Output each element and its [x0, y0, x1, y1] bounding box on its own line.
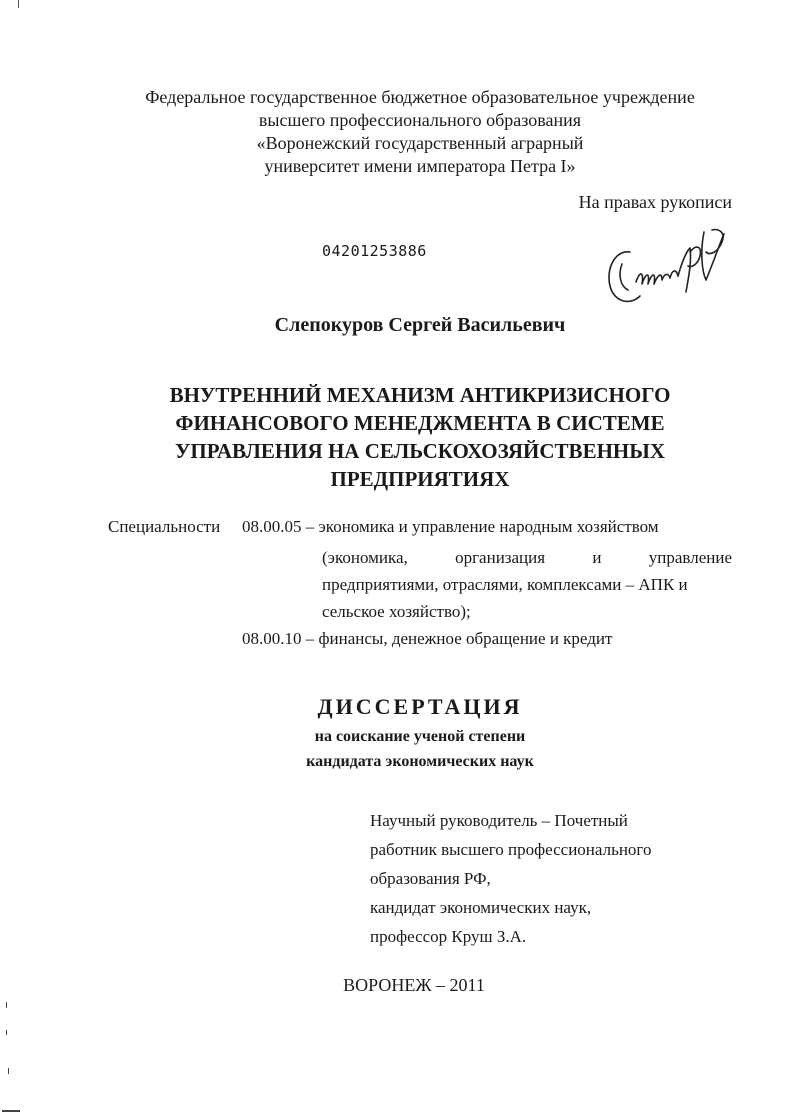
specialty-second: 08.00.10 – финансы, денежное обращение и кредит [242, 629, 613, 648]
specialty-cont-line: предприятиями, отраслями, комплексами – АПК и [322, 575, 688, 594]
signature-icon [600, 222, 740, 312]
topic-line: УПРАВЛЕНИЯ НА СЕЛЬСКОХОЗЯЙСТВЕННЫХ [174, 439, 666, 463]
scan-mark [6, 1002, 7, 1008]
dissertation-topic [24, 381, 792, 493]
specialty-word: организация [455, 548, 546, 567]
rights-note: На правах рукописи [578, 192, 732, 212]
scan-mark [8, 1068, 9, 1074]
specialty-cont-line: сельское хозяйство); [322, 602, 471, 621]
author-name: Слепокуров Сергей Васильевич [274, 314, 566, 336]
supervisor-line: образования РФ, [370, 869, 491, 888]
scan-mark [2, 1110, 20, 1112]
degree-line: кандидата экономических наук [306, 753, 534, 770]
supervisor-line: Научный руководитель – Почетный [370, 811, 628, 830]
specialty-word: управление [648, 548, 732, 567]
scan-mark [6, 1030, 7, 1035]
dissertation-heading: ДИССЕРТАЦИЯ [317, 694, 523, 719]
topic-line: ФИНАНСОВОГО МЕНЕДЖМЕНТА В СИСТЕМЕ [175, 411, 665, 435]
institution-line: «Воронежский государственный аграрный [256, 133, 584, 153]
specialties-label: Специальности [108, 517, 221, 536]
specialty-word: (экономика, [322, 548, 408, 567]
topic-line: ВНУТРЕННИЙ МЕХАНИЗМ АНТИКРИЗИСНОГО [169, 383, 671, 407]
degree-info [24, 724, 792, 774]
specialty-first: 08.00.05 – экономика и управление народным хозяйством [242, 517, 659, 536]
city-year: ВОРОНЕЖ – 2011 [343, 975, 485, 995]
topic-line: ПРЕДПРИЯТИЯХ [330, 467, 510, 491]
institution-line: высшего профессионального образования [258, 110, 582, 130]
stamp-number: 04201253886 [322, 242, 427, 260]
scan-mark [18, 0, 19, 8]
institution-header [24, 86, 792, 178]
specialty-word: и [592, 548, 602, 567]
supervisor-line: профессор Круш З.А. [370, 927, 527, 946]
supervisor-line: работник высшего профессионального [370, 840, 652, 859]
institution-line: Федеральное государственное бюджетное образовательное учреждение [145, 87, 695, 107]
supervisor-block [370, 806, 651, 951]
institution-line: университет имени императора Петра I» [264, 156, 576, 176]
specialty-first-continuation [322, 544, 732, 625]
specialty-cont-line [322, 544, 732, 571]
supervisor-line: кандидат экономических наук, [370, 898, 592, 917]
degree-line: на соискание ученой степени [314, 728, 526, 745]
